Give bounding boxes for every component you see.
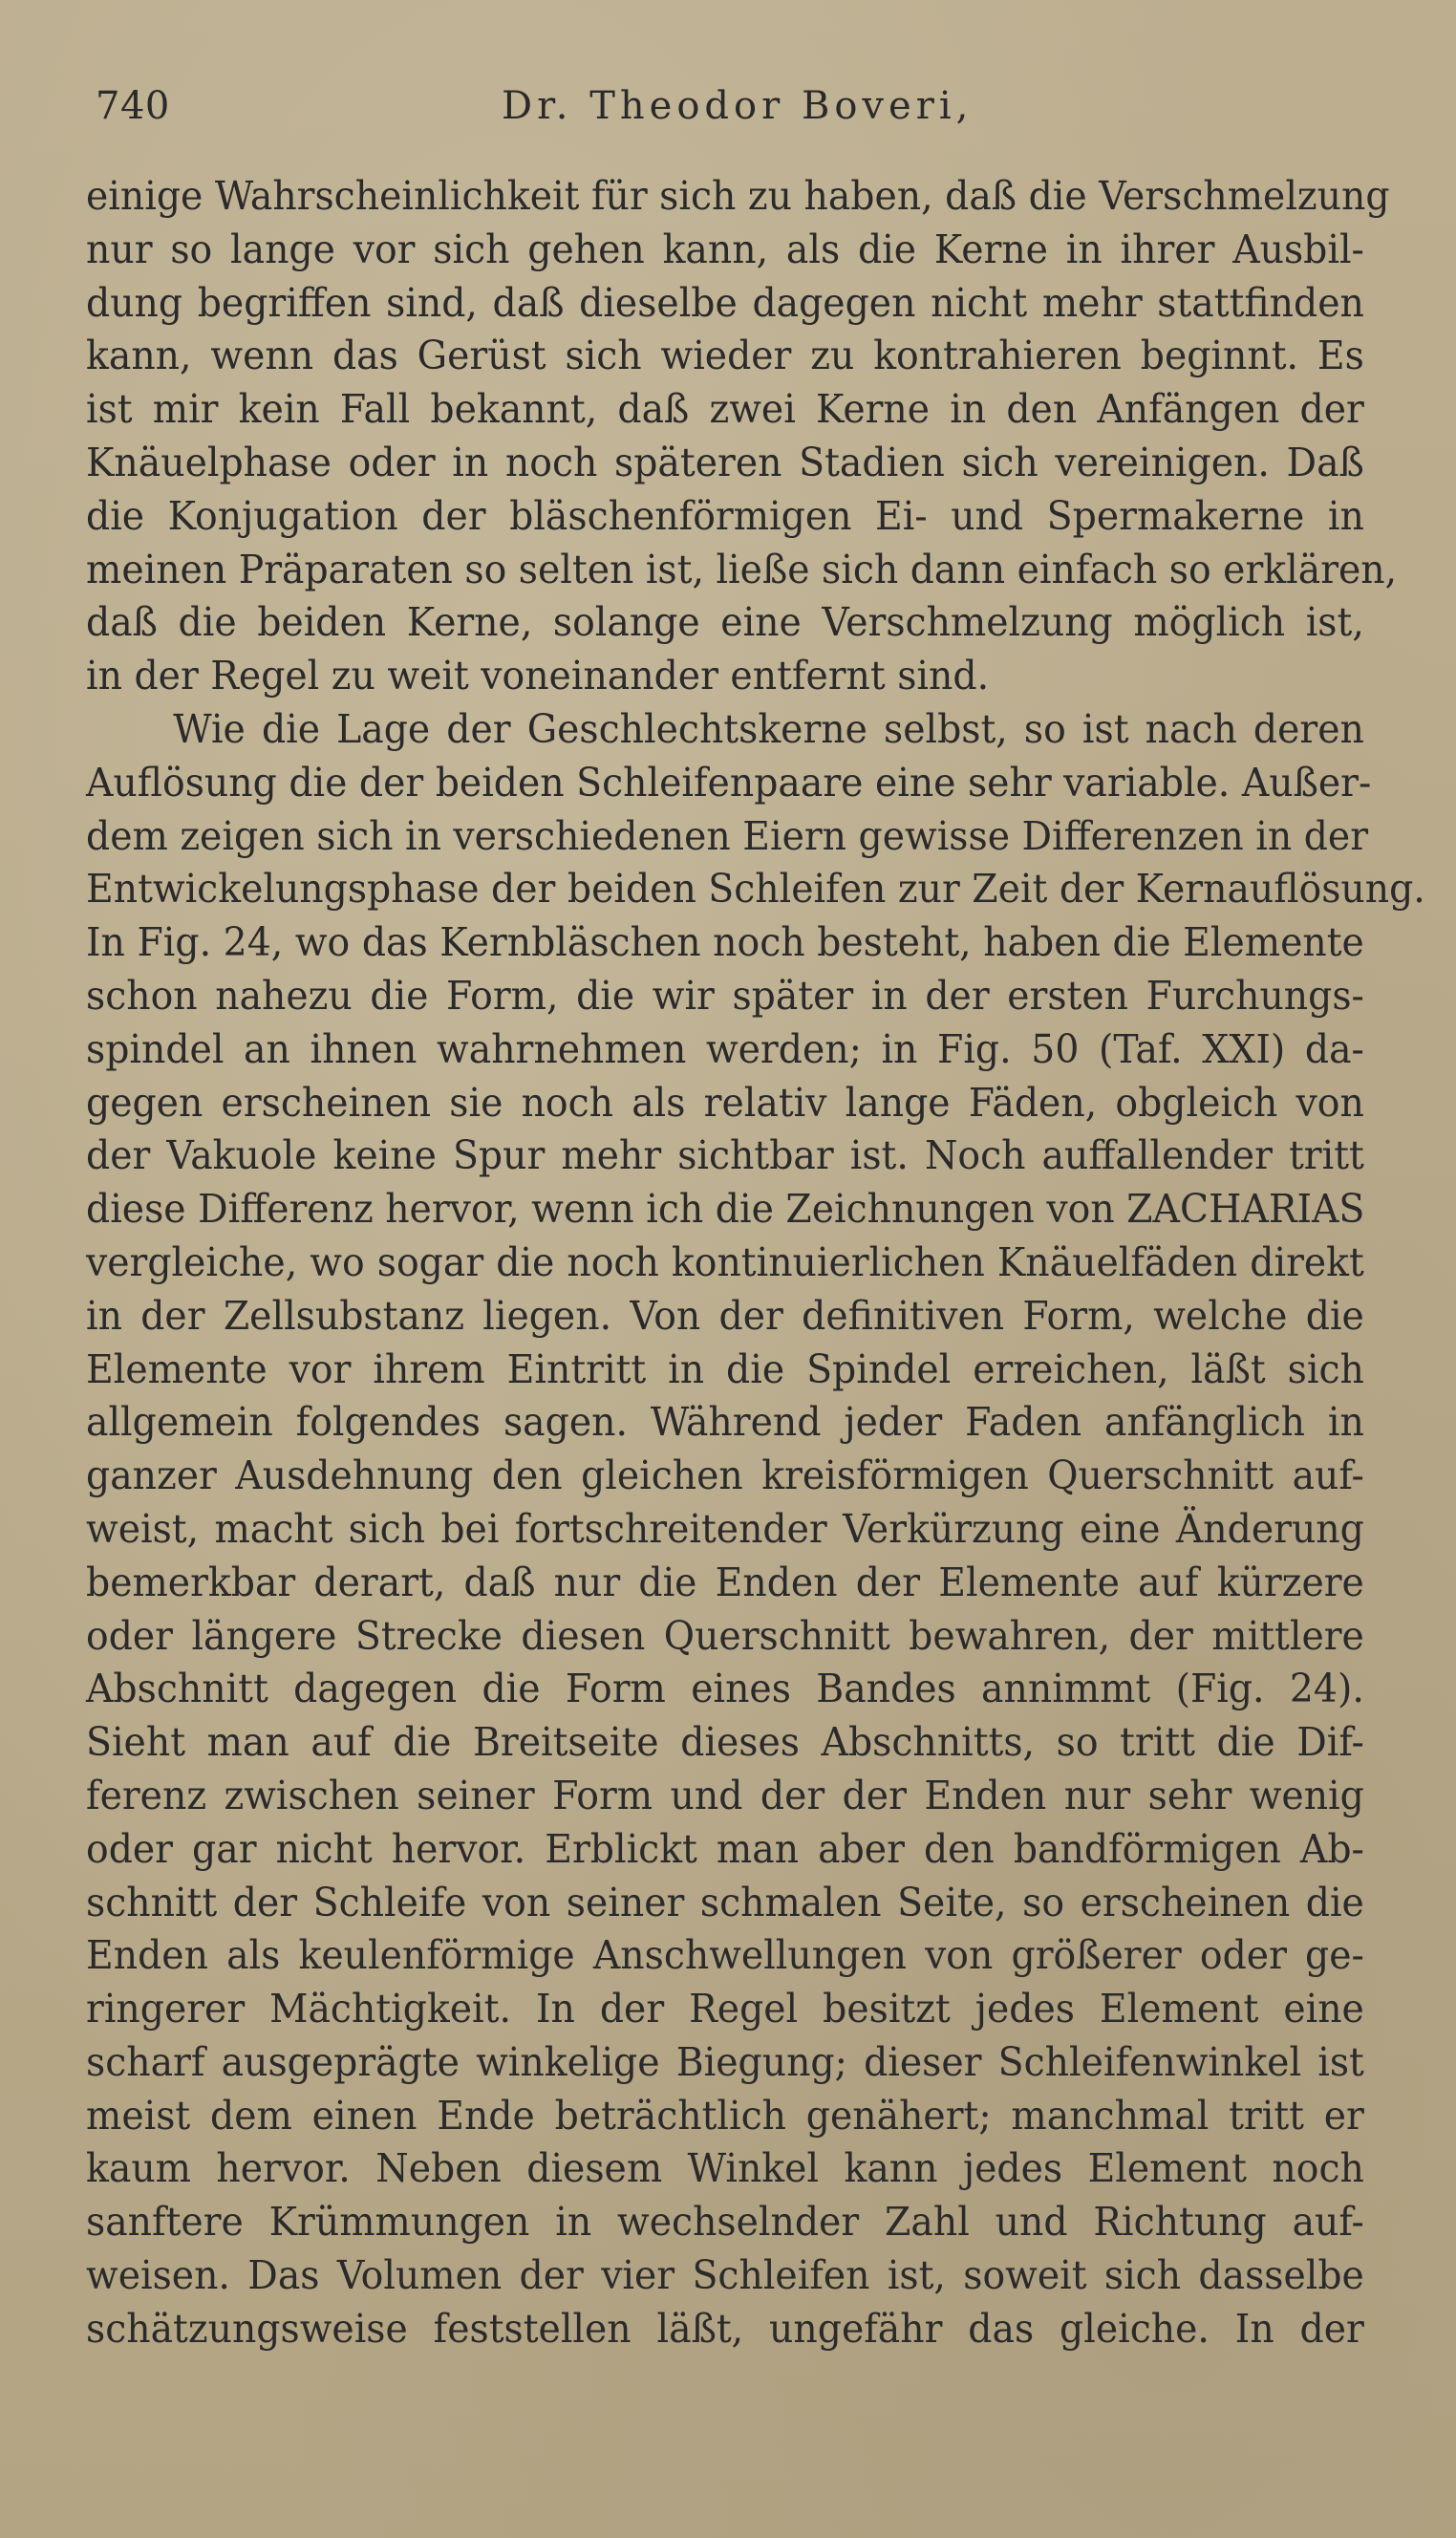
running-head: Dr. Theodor Boveri,: [502, 84, 974, 128]
text-line: einige Wahrscheinlichkeit für sich zu haben, daß die Verschmelzung: [86, 173, 1390, 219]
text-line: in der Regel zu weit voneinander entfernt sind.: [86, 653, 990, 699]
text-line: ferenz zwischen seiner Form und der der Enden nur sehr wenig: [86, 1772, 1364, 1818]
text-line: ist mir kein Fall bekannt, daß zwei Kerne in den Anfängen der: [86, 386, 1364, 433]
text-line: schätzungsweise feststellen läßt, ungefähr das gleiche. In der: [86, 2305, 1364, 2352]
text-line: weisen. Das Volumen der vier Schleifen ist, soweit sich dasselbe: [86, 2252, 1364, 2299]
text-line: oder gar nicht hervor. Erblickt man aber den bandförmigen Ab-: [86, 1825, 1364, 1872]
text-line: spindel an ihnen wahrnehmen werden; in Fig. 50 (Taf. XXI) da-: [86, 1025, 1364, 1072]
text-line: ganzer Ausdehnung den gleichen kreisförmigen Querschnitt auf-: [86, 1452, 1364, 1499]
paragraph-start-line: Wie die Lage der Geschlechtskerne selbst, so ist nach deren: [173, 705, 1364, 752]
text-line: allgemein folgendes sagen. Während jeder Faden anfänglich in: [86, 1399, 1364, 1446]
text-line: bemerkbar derart, daß nur die Enden der Elemente auf kürzere: [86, 1559, 1364, 1605]
text-line: vergleiche, wo sogar die noch kontinuierlichen Knäuelfäden direkt: [86, 1238, 1364, 1285]
text-line: gegen erscheinen sie noch als relativ lange Fäden, obgleich von: [86, 1079, 1364, 1126]
text-line: Elemente vor ihrem Eintritt in die Spindel erreichen, läßt sich: [86, 1345, 1364, 1392]
text-line: Auflösung die der beiden Schleifenpaare eine sehr variable. Außer-: [86, 759, 1372, 806]
text-line: dung begriffen sind, daß dieselbe dagegen nicht mehr stattfinden: [86, 279, 1364, 326]
text-line: scharf ausgeprägte winkelige Biegung; dieser Schleifenwinkel ist: [86, 2038, 1364, 2085]
text-line: Sieht man auf die Breitseite dieses Abschnitts, so tritt die Dif-: [86, 1719, 1364, 1766]
text-line: oder längere Strecke diesen Querschnitt bewahren, der mittlere: [86, 1612, 1364, 1659]
text-line: sanftere Krümmungen in wechselnder Zahl und Richtung auf-: [86, 2199, 1364, 2246]
text-line: kann, wenn das Gerüst sich wieder zu kontrahieren beginnt. Es: [86, 333, 1364, 379]
text-line: dem zeigen sich in verschiedenen Eiern gewisse Differenzen in der: [86, 812, 1369, 859]
text-line: meinen Präparaten so selten ist, ließe sich dann einfach so erklären,: [86, 546, 1398, 592]
text-line: nur so lange vor sich gehen kann, als die Kerne in ihrer Ausbil-: [86, 226, 1364, 272]
text-line: Enden als keulenförmige Anschwellungen von größerer oder ge-: [86, 1932, 1364, 1979]
text-line: ringerer Mächtigkeit. In der Regel besitzt jedes Element eine: [86, 1986, 1364, 2033]
text-line: die Konjugation der bläschenförmigen Ei- und Spermakerne in: [86, 492, 1364, 539]
text-line: meist dem einen Ende beträchtlich genähert; manchmal tritt er: [86, 2092, 1364, 2139]
text-line: In Fig. 24, wo das Kernbläschen noch besteht, haben die Elemente: [86, 919, 1364, 966]
text-line: der Vakuole keine Spur mehr sichtbar ist. Noch auffallender tritt: [86, 1132, 1364, 1179]
text-line: Abschnitt dagegen die Form eines Bandes annimmt (Fig. 24).: [86, 1666, 1364, 1712]
page-header: [96, 84, 1347, 145]
text-line: in der Zellsubstanz liegen. Von der definitiven Form, welche die: [86, 1292, 1364, 1339]
text-line: Entwickelungsphase der beiden Schleifen zur Zeit der Kernauflösung.: [86, 866, 1425, 913]
text-line: diese Differenz hervor, wenn ich die Zeichnungen von ZACHARIAS: [86, 1186, 1365, 1233]
text-line: weist, macht sich bei fortschreitender Verkürzung eine Änderung: [86, 1505, 1364, 1552]
text-line: daß die beiden Kerne, solange eine Verschmelzung möglich ist,: [86, 599, 1364, 646]
text-line: Knäuelphase oder in noch späteren Stadien sich vereinigen. Daß: [86, 439, 1364, 485]
page-number: 740: [96, 84, 170, 128]
text-line: schon nahezu die Form, die wir später in der ersten Furchungs-: [86, 972, 1364, 1019]
text-line: kaum hervor. Neben diesem Winkel kann jedes Element noch: [86, 2145, 1364, 2192]
text-line: schnitt der Schleife von seiner schmalen Seite, so erscheinen die: [86, 1879, 1364, 1925]
body-text: [86, 170, 1425, 2356]
